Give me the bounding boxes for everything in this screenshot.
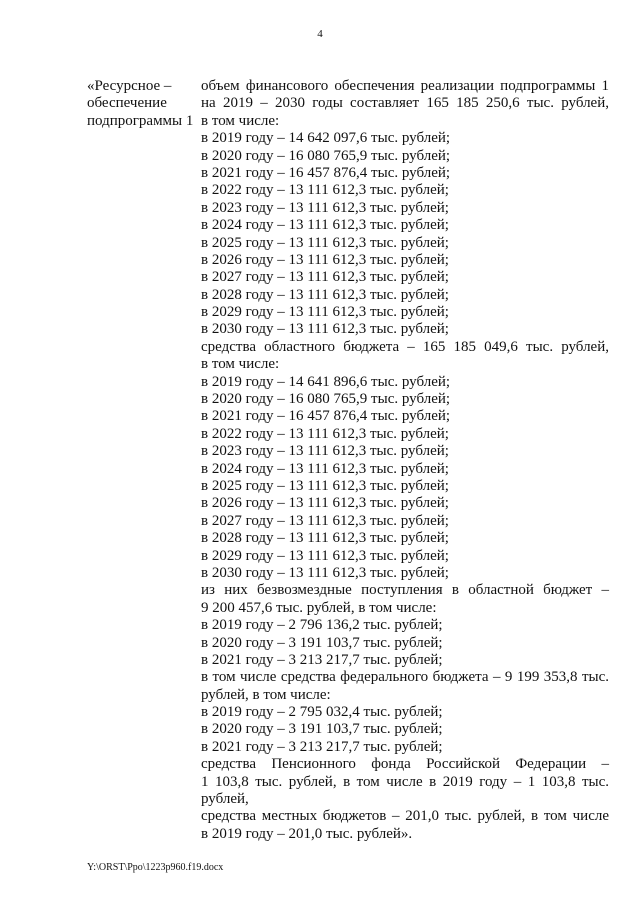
funding-text-line: в 2025 году – 13 111 612,3 тыс. рублей;: [201, 234, 449, 251]
funding-text-line: в 2019 году – 2 796 136,2 тыс. рублей;: [201, 617, 443, 634]
funding-text-line: в 2027 году – 13 111 612,3 тыс. рублей;: [201, 269, 449, 286]
funding-text-line: в 2021 году – 3 213 217,7 тыс. рублей;: [201, 651, 443, 668]
funding-text-line: в 2023 году – 13 111 612,3 тыс. рублей;: [201, 199, 449, 216]
funding-text-line: рублей, в том числе:: [201, 686, 331, 703]
funding-text-line: из них безвозмездные поступления в областной бюджет –: [201, 582, 609, 599]
funding-text-line: в 2028 году – 13 111 612,3 тыс. рублей;: [201, 286, 449, 303]
funding-text-line: в 2024 году – 13 111 612,3 тыс. рублей;: [201, 217, 449, 234]
section-label-line: подпрограммы 1: [87, 112, 194, 129]
funding-text-line: в 2030 году – 13 111 612,3 тыс. рублей;: [201, 564, 449, 581]
section-label-line: обеспечение: [87, 95, 167, 112]
funding-text-line: в 2025 году – 13 111 612,3 тыс. рублей;: [201, 477, 449, 494]
funding-text-line: в 2026 году – 13 111 612,3 тыс. рублей;: [201, 251, 449, 268]
funding-text-line: в 2019 году – 14 642 097,6 тыс. рублей;: [201, 130, 451, 147]
funding-text-line: средства Пенсионного фонда Российской Федерации –: [201, 756, 609, 773]
funding-text-line: в 2023 году – 13 111 612,3 тыс. рублей;: [201, 443, 449, 460]
document-path-footer: Y:\ORST\Ppo\1223p960.f19.docx: [87, 862, 224, 873]
funding-text-line: средства местных бюджетов – 201,0 тыс. рублей, в том числе: [201, 808, 609, 825]
funding-text-line: в 2019 году – 2 795 032,4 тыс. рублей;: [201, 704, 443, 721]
funding-text-line: в 2021 году – 3 213 217,7 тыс. рублей;: [201, 738, 443, 755]
funding-text-line: в том числе:: [201, 356, 280, 373]
page-number: 4: [317, 28, 323, 40]
funding-text-line: в 2024 году – 13 111 612,3 тыс. рублей;: [201, 460, 449, 477]
funding-text-line: в 2020 году – 16 080 765,9 тыс. рублей;: [201, 391, 451, 408]
funding-text-line: в 2019 году – 14 641 896,6 тыс. рублей;: [201, 373, 451, 390]
funding-text-line: в 2028 году – 13 111 612,3 тыс. рублей;: [201, 530, 449, 547]
funding-text-line: в 2020 году – 3 191 103,7 тыс. рублей;: [201, 721, 443, 738]
funding-text-line: в 2027 году – 13 111 612,3 тыс. рублей;: [201, 512, 449, 529]
funding-text-line: в 2026 году – 13 111 612,3 тыс. рублей;: [201, 495, 449, 512]
funding-text-line: 9 200 457,6 тыс. рублей, в том числе:: [201, 599, 437, 616]
funding-text-line: в 2021 году – 16 457 876,4 тыс. рублей;: [201, 408, 451, 425]
funding-text-line: средства областного бюджета – 165 185 049,6 тыс. рублей,: [201, 338, 609, 355]
section-label: [87, 78, 199, 130]
funding-text-line: рублей,: [201, 791, 249, 808]
funding-text-line: в 2020 году – 3 191 103,7 тыс. рублей;: [201, 634, 443, 651]
funding-text-line: объем финансового обеспечения реализации подпрограммы 1: [201, 78, 609, 94]
funding-text-line: в 2019 году – 201,0 тыс. рублей».: [201, 825, 413, 842]
funding-text-line: в 2030 году – 13 111 612,3 тыс. рублей;: [201, 321, 449, 338]
section-label-line: «Ресурсное –: [87, 78, 172, 94]
funding-text-line: 1 103,8 тыс. рублей, в том числе в 2019 году – 1 103,8 тыс.: [201, 773, 609, 790]
funding-text-line: в 2029 году – 13 111 612,3 тыс. рублей;: [201, 304, 449, 321]
funding-text-line: на 2019 – 2030 годы составляет 165 185 250,6 тыс. рублей,: [201, 95, 609, 112]
funding-text-line: в 2021 году – 16 457 876,4 тыс. рублей;: [201, 164, 451, 181]
funding-description: [201, 78, 609, 843]
funding-text-line: в 2022 году – 13 111 612,3 тыс. рублей;: [201, 425, 449, 442]
funding-text-line: в 2020 году – 16 080 765,9 тыс. рублей;: [201, 147, 451, 164]
funding-text-line: в том числе средства федерального бюджета – 9 199 353,8 тыс.: [201, 669, 609, 686]
funding-text-line: в 2022 году – 13 111 612,3 тыс. рублей;: [201, 182, 449, 199]
funding-text-line: в 2029 году – 13 111 612,3 тыс. рублей;: [201, 547, 449, 564]
funding-text-line: в том числе:: [201, 112, 280, 129]
